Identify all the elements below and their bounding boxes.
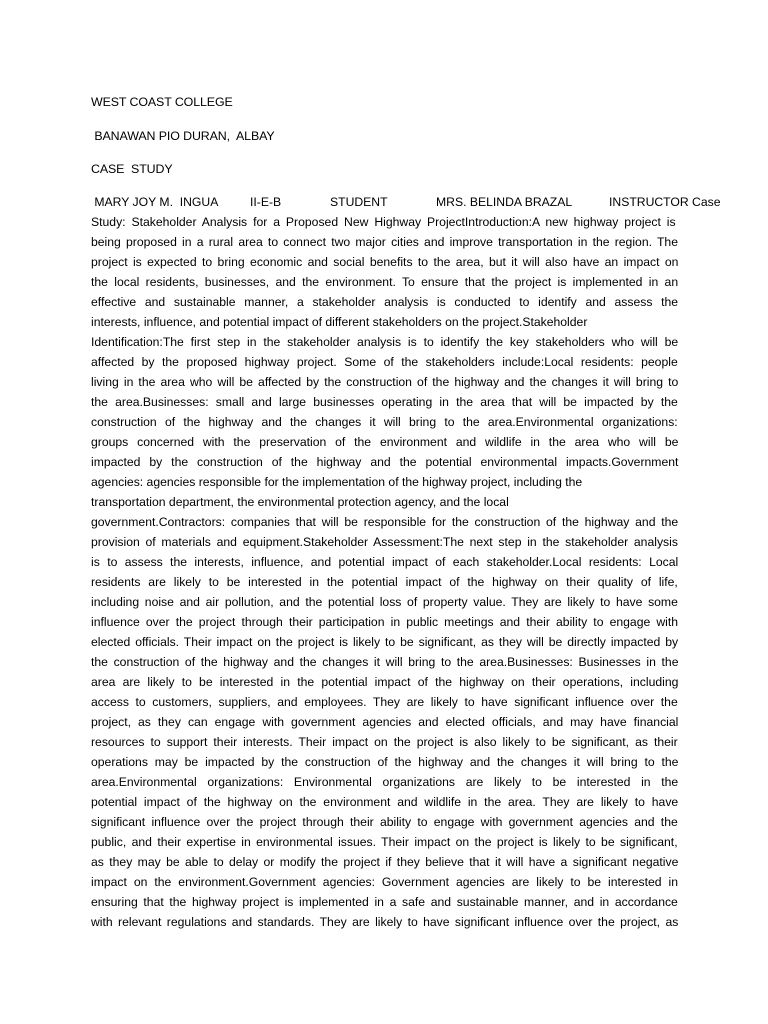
body-line: affected by the proposed highway project. Some of the stakeholders include:Local residents: people: [91, 355, 678, 369]
student-name: MARY JOY M. INGUA: [91, 195, 219, 209]
case-study-body: [91, 212, 678, 932]
body-line: public, and their expertise in environmental issues. Their impact on the project is likely to be significant,: [91, 835, 678, 849]
body-line: including noise and air pollution, and the potential loss of property value. They are likely to have some: [91, 595, 678, 609]
body-line: significant influence over the project through their ability to engage with government agencies and the: [91, 815, 678, 829]
body-line: ensuring that the highway project is implemented in a safe and sustainable manner, and in accordance: [91, 895, 678, 909]
body-line: the construction of the highway and the changes it will bring to the area.Businesses: Businesses in the: [91, 655, 679, 669]
author-row: [91, 192, 721, 212]
body-line: project, as they can engage with government agencies and elected officials, and may have financial: [91, 715, 679, 729]
body-line: construction of the highway and the changes it will bring to the area.Environmental organizations:: [91, 415, 678, 429]
body-line: interests, influence, and potential impact of different stakeholders on the project.Stakeholder: [91, 315, 588, 329]
body-line: government.Contractors: companies that will be responsible for the construction of the highway and the: [91, 515, 679, 529]
body-line: potential impact of the highway on the environment and wildlife in the area. They are likely to have: [91, 795, 679, 809]
instructor-name: MRS. BELINDA BRAZAL: [436, 195, 573, 209]
body-line: the area.Businesses: small and large businesses operating in the area that will be impacted by the: [91, 395, 678, 409]
instructor-role: INSTRUCTOR Case: [609, 195, 721, 209]
body-line: resources to support their interests. Their impact on the project is also likely to be significant, as their: [91, 735, 678, 749]
body-line: Identification:The first step in the stakeholder analysis is to identify the key stakeholders who will be: [91, 335, 679, 349]
body-line: elected officials. Their impact on the project is likely to be significant, as they will be directly impacted by: [91, 635, 679, 649]
college-address: BANAWAN PIO DURAN, ALBAY: [91, 129, 275, 143]
body-line: impacted by the construction of the highway and the potential environmental impacts.Government: [91, 455, 679, 469]
body-line: Study: Stakeholder Analysis for a Proposed New Highway ProjectIntroduction:A new highway project is: [91, 215, 676, 229]
college-name: WEST COAST COLLEGE: [91, 95, 233, 109]
body-line: provision of materials and equipment.Stakeholder Assessment:The next step in the stakeholder analysis: [91, 535, 678, 549]
body-line: being proposed in a rural area to connect two major cities and improve transportation in the region. The: [91, 235, 678, 249]
body-line: transportation department, the environmental protection agency, and the local: [91, 495, 509, 509]
body-line: with relevant regulations and standards. They are likely to have significant influence over the project, as: [91, 915, 679, 929]
document-type: CASE STUDY: [91, 162, 173, 176]
body-line: influence over the project through their participation in public meetings and their ability to engage with: [91, 615, 679, 629]
body-line: effective and sustainable manner, a stakeholder analysis is conducted to identify and assess the: [91, 295, 679, 309]
body-line: project is expected to bring economic and social benefits to the area, but it will also have an impact on: [91, 255, 679, 269]
body-line: as they may be able to delay or modify the project if they believe that it will have a significant negative: [91, 855, 679, 869]
body-line: the local residents, businesses, and the environment. To ensure that the project is implemented in an: [91, 275, 679, 289]
body-line: agencies: agencies responsible for the implementation of the highway project, including the: [91, 475, 583, 489]
student-section: II-E-B: [250, 195, 282, 209]
body-line: residents are likely to be interested in the potential impact of the highway on their quality of life,: [91, 575, 678, 589]
body-line: living in the area who will be affected by the construction of the highway and the changes it will bring to: [91, 375, 679, 389]
body-line: access to customers, suppliers, and employees. They are likely to have significant influence over the: [91, 695, 678, 709]
body-line: operations may be impacted by the construction of the highway and the changes it will bring to the: [91, 755, 679, 769]
body-line: is to assess the interests, influence, and potential impact of each stakeholder.Local residents: Local: [91, 555, 679, 569]
student-role: STUDENT: [330, 195, 388, 209]
body-line: area are likely to be interested in the potential impact of the highway on their operations, including: [91, 675, 679, 689]
body-line: area.Environmental organizations: Environmental organizations are likely to be interested in the: [91, 775, 679, 789]
body-line: impact on the environment.Government agencies: Government agencies are likely to be interested in: [91, 875, 678, 889]
body-line: groups concerned with the preservation of the environment and wildlife in the area who will be: [91, 435, 679, 449]
